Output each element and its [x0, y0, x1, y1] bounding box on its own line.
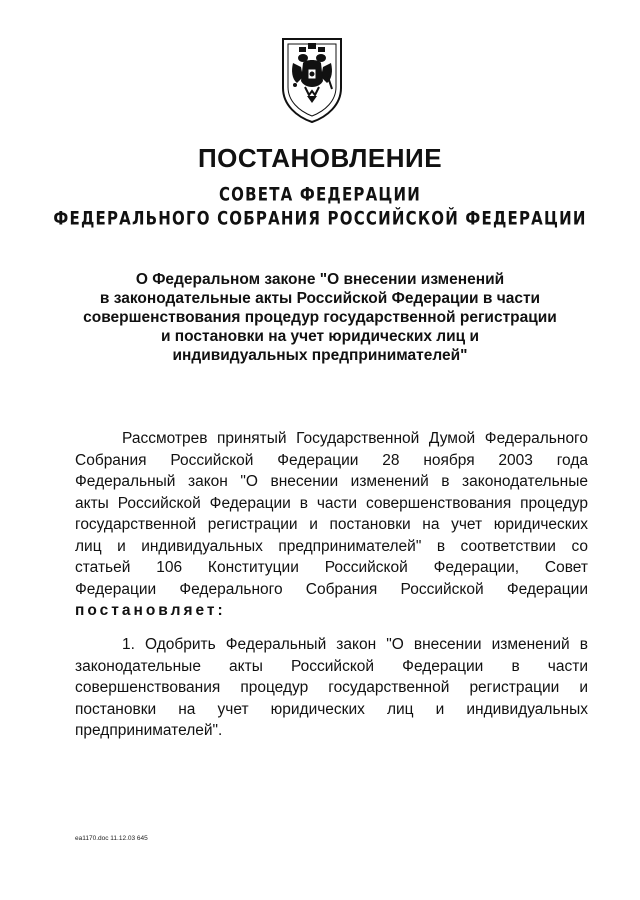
subject-line: индивидуальных предпринимателей" [172, 347, 468, 364]
subject-line: и постановки на учет юридических лиц и [160, 328, 480, 345]
paragraph-line: постановки на учет юридических лиц и индивидуальных [75, 700, 588, 718]
paragraph-line: лиц и индивидуальных предпринимателей" в соответствии со [75, 537, 588, 555]
resolution-paragraph [75, 634, 588, 742]
document-title: ПОСТАНОВЛЕНИЕ [197, 143, 443, 173]
document-subject [80, 270, 560, 365]
paragraph-line: законодательные акты Российской Федерации в части [75, 657, 588, 675]
issuer-line-1: СОВЕТА ФЕДЕРАЦИИ [218, 183, 422, 206]
issuer-line-2: ФЕДЕРАЛЬНОГО СОБРАНИЯ РОССИЙСКОЙ ФЕДЕРАЦИИ [53, 207, 587, 230]
subject-line: в законодательные акты Российской Федерации в части [99, 290, 541, 307]
paragraph-line: государственной регистрации и постановки на учет юридических [75, 516, 588, 533]
footer-file-ref: ea1170.doc 11.12.03 645 [75, 835, 148, 842]
paragraph-line: акты Российской Федерации в части совершенствования процедур [75, 494, 588, 512]
paragraph-line: Федеральный закон "О внесении изменений в законодательные [75, 473, 588, 490]
subject-line: О Федеральном законе "О внесении изменений [135, 271, 505, 288]
coat-of-arms-emblem [279, 33, 345, 125]
paragraph-line: Федерации Федерального Собрания Российской Федерации [75, 580, 588, 598]
paragraph-line: Рассмотрев принятый Государственной Думой Федерального [122, 430, 588, 447]
paragraph-line: статьей 106 Конституции Российской Федерации, Совет [75, 559, 588, 576]
resolves-word: постановляет: [75, 602, 226, 619]
preamble-paragraph [75, 428, 588, 622]
subject-line: совершенствования процедур государственной регистрации [83, 309, 557, 326]
paragraph-line: совершенствования процедур государственной регистрации и [75, 679, 588, 696]
paragraph-line: Собрания Российской Федерации 28 ноября 2003 года [75, 451, 588, 469]
paragraph-line: 1. Одобрить Федеральный закон "О внесении изменений в [122, 636, 588, 653]
paragraph-line: предпринимателей". [75, 722, 223, 739]
